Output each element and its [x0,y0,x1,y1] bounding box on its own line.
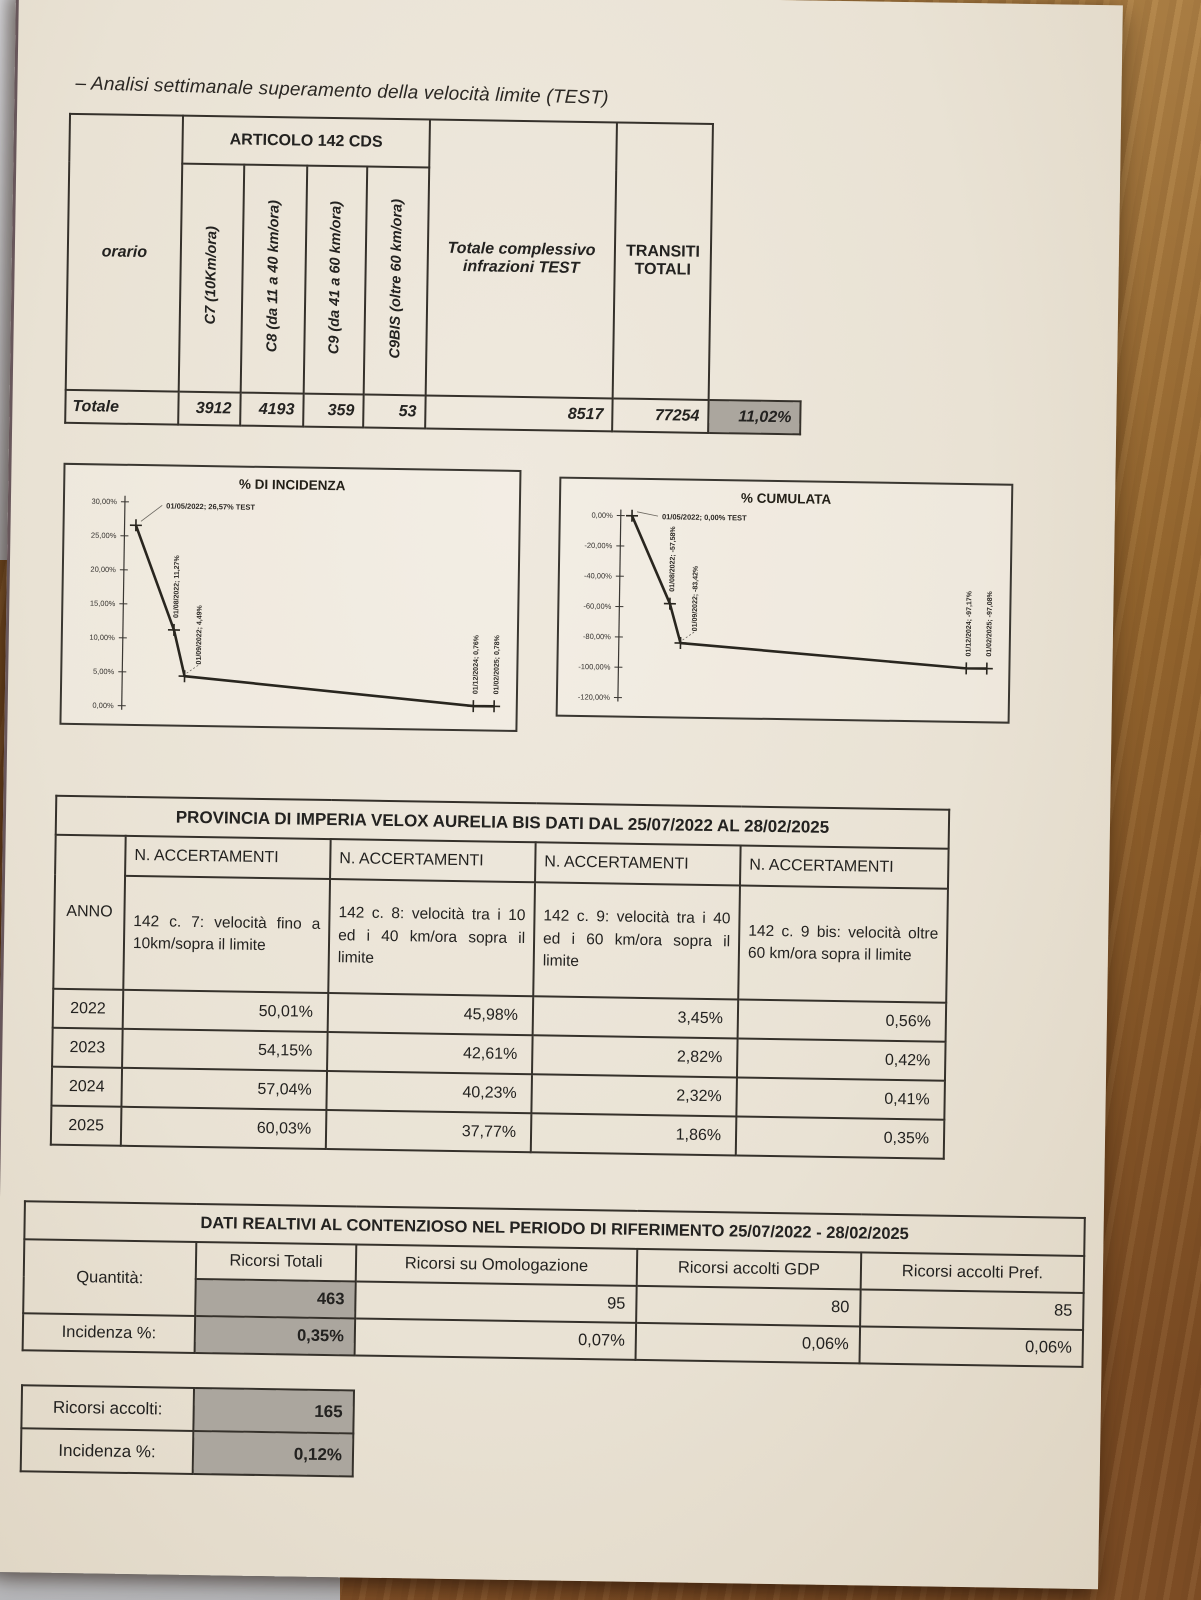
svg-text:01/08/2022; 11,27%: 01/08/2022; 11,27% [173,555,182,619]
incidenza-accolti-label: Incidenza %: [21,1428,194,1474]
provincia-table [50,795,950,1160]
ricorsi-omologazione-header: Ricorsi su Omologazione [356,1245,638,1286]
accertamenti-header-3: N. ACCERTAMENTI [535,842,741,885]
svg-text:01/05/2022; 0,00% TEST: 01/05/2022; 0,00% TEST [661,512,747,523]
orario-header: orario [66,114,183,392]
value-cell: 1,86% [531,1113,737,1155]
table-row [21,1385,354,1433]
year-cell: 2024 [51,1067,122,1107]
svg-text:01/05/2022; 26,57% TEST: 01/05/2022; 26,57% TEST [166,501,256,512]
totale-c9bis: 53 [363,395,426,429]
value-cell: 54,15% [122,1029,328,1071]
incidenza-pref-value: 0,06% [859,1326,1083,1366]
svg-text:01/12/2024; -97,17%: 01/12/2024; -97,17% [965,590,974,657]
transiti-totali-value: 77254 [612,398,709,433]
value-cell: 3,45% [533,996,739,1038]
ricorsi-totali-header: Ricorsi Totali [196,1242,357,1282]
svg-text:01/12/2024; 0,76%: 01/12/2024; 0,76% [472,634,481,695]
totale-c7: 3912 [178,392,241,426]
svg-text:01/09/2022; -83,42%: 01/09/2022; -83,42% [691,565,700,632]
anno-header: ANNO [53,835,125,990]
desc-142-c7: 142 c. 7: velocità fino a 10km/sopra il limite [123,876,330,993]
svg-text:-20,00%: -20,00% [584,540,613,551]
svg-text:15,00%: 15,00% [89,598,116,609]
year-cell: 2025 [51,1106,122,1146]
summary-table [64,113,806,436]
totale-c9: 359 [303,394,364,428]
value-cell: 37,77% [326,1110,532,1152]
contenzioso-table [22,1200,1086,1368]
ricorsi-omologazione-value: 95 [355,1281,637,1322]
contenzioso-table-title: DATI REALTIVI AL CONTENZIOSO NEL PERIODO DI RIFERIMENTO 25/07/2022 - 28/02/2025 [24,1201,1085,1256]
incidenza-totali-value: 0,35% [195,1316,356,1356]
ricorsi-gdp-header: Ricorsi accolti GDP [637,1249,862,1290]
totale-row-label: Totale [65,390,179,425]
svg-text:-40,00%: -40,00% [583,571,612,581]
ricorsi-pref-header: Ricorsi accolti Pref. [861,1252,1085,1292]
incidenza-chart [59,463,521,732]
table-row [21,1428,354,1476]
accertamenti-header-1: N. ACCERTAMENTI [125,836,331,879]
svg-text:25,00%: 25,00% [90,530,117,541]
c9-header: C9 (da 41 a 60 km/ora) [304,166,368,395]
incidenza-accolti-value: 0,12% [193,1431,354,1477]
c8-header: C8 (da 11 a 40 km/ora) [241,165,308,394]
ricorsi-gdp-value: 80 [636,1286,861,1327]
empty-cell [709,172,805,401]
desc-142-c9bis: 142 c. 9 bis: velocità oltre 60 km/ora sopra il limite [738,885,948,1002]
ricorsi-totali-value: 463 [195,1279,356,1319]
incidenza-omologazione-value: 0,07% [355,1318,637,1359]
accolti-table [20,1384,355,1477]
svg-text:01/09/2022; 4,49%: 01/09/2022; 4,49% [195,605,204,665]
svg-text:0,00%: 0,00% [92,700,114,711]
svg-text:5,00%: 5,00% [92,666,115,677]
svg-text:10,00%: 10,00% [89,632,115,643]
svg-text:-80,00%: -80,00% [582,631,611,642]
provincia-table-title: PROVINCIA DI IMPERIA VELOX AURELIA BIS DATI DAL 25/07/2022 AL 28/02/2025 [56,796,950,849]
chart-svg [558,479,1012,722]
svg-text:30,00%: 30,00% [91,496,118,507]
accertamenti-header-2: N. ACCERTAMENTI [330,839,536,882]
value-cell: 50,01% [123,990,329,1032]
value-cell: 0,42% [737,1038,946,1080]
totale-c8: 4193 [240,393,304,427]
cumulata-chart [556,477,1014,724]
svg-text:01/02/2025; -97,08%: 01/02/2025; -97,08% [986,591,995,657]
chart-svg [61,465,519,730]
value-cell: 45,98% [328,993,534,1035]
ricorsi-accolti-label: Ricorsi accolti: [21,1385,194,1431]
svg-text:% DI INCIDENZA: % DI INCIDENZA [238,476,346,494]
empty-cell [712,124,805,173]
svg-text:0,00%: 0,00% [591,510,613,520]
desc-142-c9: 142 c. 9: velocità tra i 40 ed i 60 km/ora sopra il limite [533,882,740,999]
totale-complessivo-value: 8517 [425,395,612,431]
value-cell: 0,35% [736,1116,945,1158]
svg-text:% CUMULATA: % CUMULATA [740,490,832,507]
totale-complessivo-header: Totale complessivo infrazioni TEST [426,120,617,399]
desc-142-c8: 142 c. 8: velocità tra i 10 ed i 40 km/ora sopra il limite [328,879,535,996]
incidenza-percent-cell: 11,02% [708,400,801,434]
incidenza-gdp-value: 0,06% [636,1323,861,1364]
value-cell: 2,32% [531,1074,737,1116]
transiti-totali-header: TRANSITI TOTALI [613,122,713,399]
quantita-label: Quantità: [23,1239,196,1316]
c9bis-header: C9BIS (oltre 60 km/ora) [364,167,430,396]
value-cell: 2,82% [532,1035,738,1077]
value-cell: 60,03% [121,1107,327,1149]
year-cell: 2022 [53,989,124,1029]
articolo-142-header: ARTICOLO 142 CDS [182,116,430,168]
page-title: – Analisi settimanale superamento della velocità limite (TEST) [75,73,609,109]
value-cell: 0,56% [738,999,947,1041]
accertamenti-header-4: N. ACCERTAMENTI [740,845,949,888]
incidenza-label: Incidenza %: [23,1313,196,1353]
c7-header: C7 (10Km/ora) [179,164,245,393]
value-cell: 0,41% [736,1077,945,1119]
ricorsi-pref-value: 85 [860,1289,1084,1329]
value-cell: 40,23% [326,1071,532,1113]
svg-text:01/08/2022; -57,58%: 01/08/2022; -57,58% [669,526,678,592]
ricorsi-accolti-value: 165 [193,1388,354,1434]
value-cell: 57,04% [121,1068,327,1110]
svg-text:01/02/2025; 0,78%: 01/02/2025; 0,78% [493,635,502,695]
svg-text:-100,00%: -100,00% [578,662,611,672]
svg-text:20,00%: 20,00% [90,564,116,575]
svg-text:-60,00%: -60,00% [583,601,612,611]
year-cell: 2023 [52,1028,123,1068]
svg-text:-120,00%: -120,00% [577,692,611,702]
value-cell: 42,61% [327,1032,533,1074]
